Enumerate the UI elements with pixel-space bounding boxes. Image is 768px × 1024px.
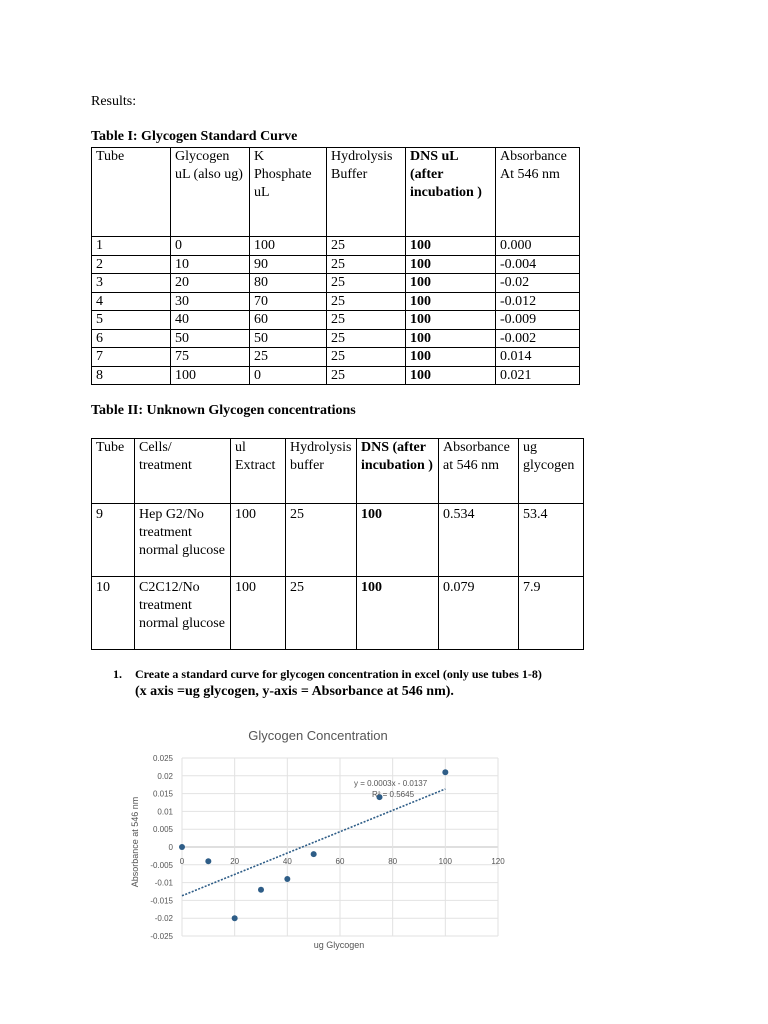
table-cell: 25 [286, 577, 357, 650]
table-cell: 100 [171, 366, 250, 385]
header-cell: DNS (after incubation ) [357, 439, 439, 504]
y-tick-label: -0.01 [154, 878, 173, 888]
header-cell: Hydrolysis buffer [286, 439, 357, 504]
table-row [92, 504, 584, 577]
table-cell: 100 [406, 311, 496, 330]
y-tick-label: -0.025 [150, 932, 173, 941]
x-tick-label: 100 [438, 857, 453, 866]
table-cell: 7.9 [519, 577, 584, 650]
header-cell: Hydrolysis Buffer [327, 148, 406, 237]
table-cell: 3 [92, 274, 171, 293]
table-cell: -0.012 [496, 292, 580, 311]
table-cell: 25 [250, 348, 327, 367]
table-cell: 25 [327, 366, 406, 385]
table-cell: 53.4 [519, 504, 584, 577]
x-tick-label: 60 [335, 857, 345, 866]
table2-caption: Table II: Unknown Glycogen concentrations [91, 403, 356, 418]
table-row [92, 366, 580, 385]
table-cell: 90 [250, 255, 327, 274]
table-cell: -0.004 [496, 255, 580, 274]
table-cell: 6 [92, 329, 171, 348]
x-tick-label: 40 [282, 857, 292, 866]
table-cell: 0 [250, 366, 327, 385]
table-cell: 9 [92, 504, 135, 577]
trendline-r-squared: R² = 0.5645 [372, 790, 415, 799]
data-point [311, 851, 317, 857]
table-cell: 5 [92, 311, 171, 330]
chart-title: Glycogen Concentration [248, 728, 388, 743]
table-cell: 2 [92, 255, 171, 274]
header-cell: K Phosphate uL [250, 148, 327, 237]
y-tick-label: 0.025 [152, 754, 173, 763]
question-1-axes-note: (x axis =ug glycogen, y-axis = Absorbance at 546 nm). [135, 684, 454, 699]
header-cell: Tube [92, 148, 171, 237]
glycogen-standard-table [91, 147, 580, 385]
table-cell: 7 [92, 348, 171, 367]
question-number: 1. [113, 667, 122, 681]
header-cell: Glycogen uL (also ug) [171, 148, 250, 237]
table-row [92, 577, 584, 650]
chart-background [118, 717, 510, 963]
table-cell: 100 [406, 292, 496, 311]
table-cell: 8 [92, 366, 171, 385]
table-cell: 80 [250, 274, 327, 293]
table-cell: C2C12/No treatment normal glucose [135, 577, 231, 650]
table-cell: 100 [231, 504, 286, 577]
y-tick-label: -0.02 [154, 914, 173, 924]
data-point [205, 858, 211, 864]
table-cell: 0.014 [496, 348, 580, 367]
table-cell: 25 [327, 329, 406, 348]
data-point [284, 876, 290, 882]
x-axis-label: ug Glycogen [313, 940, 365, 950]
table-header-row [92, 148, 580, 237]
x-tick-label: 80 [388, 857, 398, 866]
table1-caption: Table I: Glycogen Standard Curve [91, 129, 298, 144]
table-cell: 100 [231, 577, 286, 650]
data-point [232, 915, 238, 921]
table-header-row [92, 439, 584, 504]
table-row [92, 311, 580, 330]
y-axis-label: Absorbance at 546 nm [130, 796, 140, 888]
header-cell: ul Extract [231, 439, 286, 504]
table-cell: 10 [171, 255, 250, 274]
trendline-equation: y = 0.0003x - 0.0137 [354, 779, 428, 788]
results-heading: Results: [91, 94, 137, 109]
table-cell: 4 [92, 292, 171, 311]
table-cell: 25 [286, 504, 357, 577]
table-cell: 0.000 [496, 237, 580, 256]
table-cell: -0.009 [496, 311, 580, 330]
table-cell: 100 [406, 255, 496, 274]
y-tick-label: -0.015 [150, 896, 173, 906]
table-cell: 0.534 [439, 504, 519, 577]
table-row [92, 348, 580, 367]
table-cell: 1 [92, 237, 171, 256]
table-cell: 100 [406, 274, 496, 293]
table-row [92, 274, 580, 293]
table-cell: 100 [357, 577, 439, 650]
table-cell: 60 [250, 311, 327, 330]
question-1 [113, 667, 542, 682]
table-cell: 100 [406, 237, 496, 256]
table-cell: 100 [406, 348, 496, 367]
y-tick-label: 0.015 [152, 789, 173, 799]
y-tick-label: 0 [168, 843, 173, 852]
table-cell: 25 [327, 311, 406, 330]
table-row [92, 237, 580, 256]
y-tick-label: 0.005 [152, 825, 173, 835]
x-tick-label: 20 [230, 857, 240, 866]
header-cell: Absorbance At 546 nm [496, 148, 580, 237]
table-cell: 25 [327, 237, 406, 256]
table-cell: 100 [357, 504, 439, 577]
table-cell: 0.079 [439, 577, 519, 650]
table-cell: 0 [171, 237, 250, 256]
header-cell: ug glycogen [519, 439, 584, 504]
question-text: Create a standard curve for glycogen concentration in excel (only use tubes 1-8) [135, 667, 542, 681]
table-row [92, 292, 580, 311]
table-cell: Hep G2/No treatment normal glucose [135, 504, 231, 577]
table-cell: -0.002 [496, 329, 580, 348]
table-cell: 100 [250, 237, 327, 256]
data-point [258, 887, 264, 893]
table-cell: 75 [171, 348, 250, 367]
table-row [92, 255, 580, 274]
table-row [92, 329, 580, 348]
unknown-glycogen-table [91, 438, 584, 650]
table-cell: 70 [250, 292, 327, 311]
header-cell: Cells/ treatment [135, 439, 231, 504]
header-cell: Absorbance at 546 nm [439, 439, 519, 504]
table-cell: 10 [92, 577, 135, 650]
y-tick-label: -0.005 [150, 860, 173, 870]
table-cell: 25 [327, 255, 406, 274]
table-cell: 20 [171, 274, 250, 293]
table-cell: 25 [327, 348, 406, 367]
data-point [442, 769, 448, 775]
table-cell: 25 [327, 274, 406, 293]
glycogen-scatter-chart [118, 717, 510, 963]
table-cell: -0.02 [496, 274, 580, 293]
table-cell: 40 [171, 311, 250, 330]
table-cell: 30 [171, 292, 250, 311]
data-point [179, 844, 185, 850]
table-cell: 50 [171, 329, 250, 348]
table-cell: 100 [406, 329, 496, 348]
y-tick-label: 0.02 [157, 771, 173, 781]
table-cell: 100 [406, 366, 496, 385]
header-cell: DNS uL (after incubation ) [406, 148, 496, 237]
y-tick-label: 0.01 [157, 807, 173, 817]
table-cell: 50 [250, 329, 327, 348]
table-cell: 25 [327, 292, 406, 311]
x-tick-label: 0 [179, 857, 185, 866]
header-cell: Tube [92, 439, 135, 504]
table-cell: 0.021 [496, 366, 580, 385]
x-tick-label: 120 [491, 857, 505, 866]
